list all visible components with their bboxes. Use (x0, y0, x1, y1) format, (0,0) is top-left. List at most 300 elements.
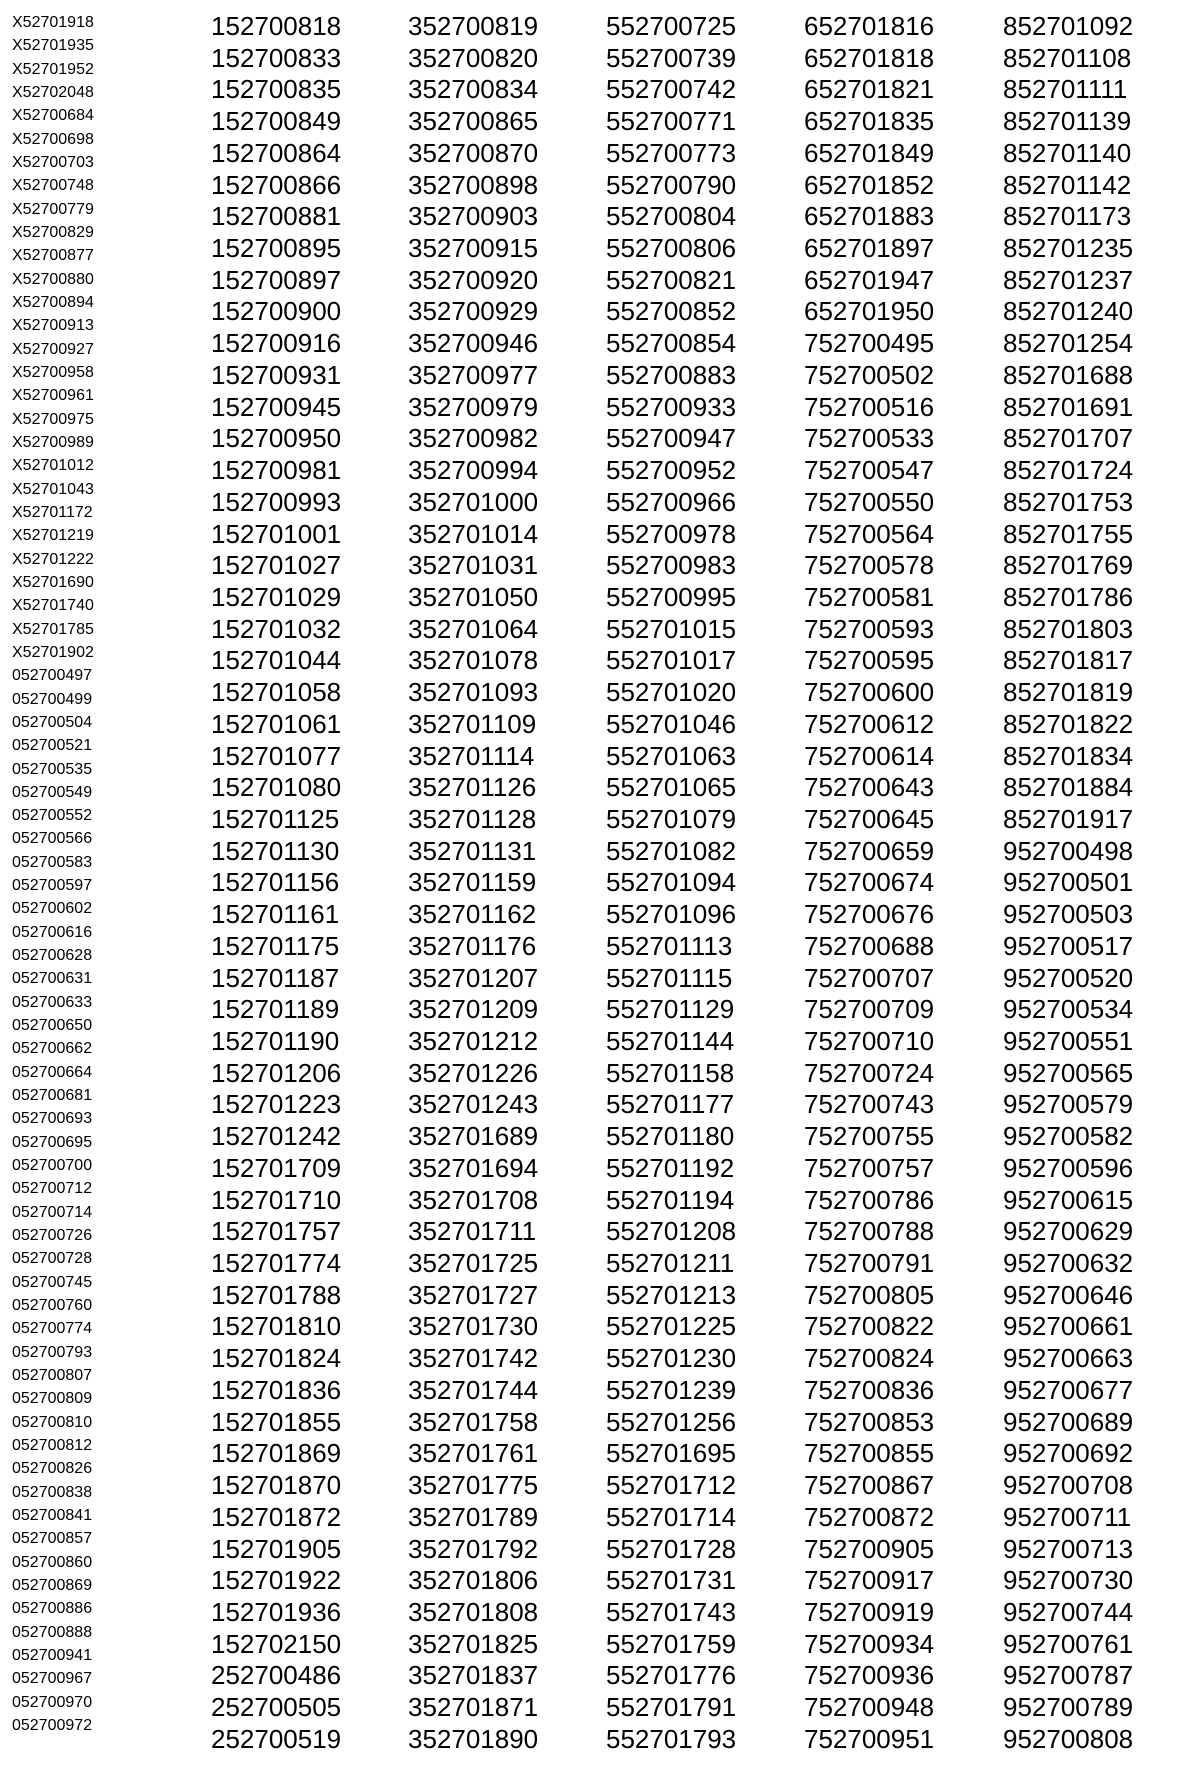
small-number-cell: 052700886 (12, 1600, 93, 1618)
number-cell: 552701115 (606, 962, 733, 993)
number-cell: 352700898 (408, 169, 539, 200)
small-number-cell: X52701952 (12, 60, 94, 78)
number-cell: 552700806 (606, 233, 737, 264)
number-cell: 752700788 (804, 1216, 935, 1247)
number-cell: 352701243 (408, 1089, 539, 1120)
number-cell: 352700819 (408, 11, 539, 41)
number-cell: 852701707 (1003, 423, 1134, 454)
number-cell: 752700822 (804, 1311, 935, 1342)
number-cell: 352701126 (408, 772, 537, 803)
number-cell: 152701872 (211, 1501, 342, 1532)
small-number-cell: X52700880 (12, 270, 94, 288)
small-number-cell: X52701043 (12, 480, 94, 498)
number-cell: 752700948 (804, 1692, 935, 1723)
number-cell: 552701791 (606, 1692, 737, 1723)
number-cell: 152700931 (211, 359, 342, 390)
number-cell: 352701207 (408, 962, 539, 993)
number-cell: 152701936 (211, 1596, 342, 1627)
small-number-cell: X52701012 (12, 457, 94, 475)
small-number-cell: 052700774 (12, 1320, 93, 1338)
number-cell: 552701158 (606, 1057, 735, 1088)
number-cell: 352701093 (408, 677, 539, 708)
number-cell: 852701755 (1003, 518, 1134, 549)
small-number-cell: X52701219 (12, 527, 94, 545)
small-number-cell: X52701172 (12, 503, 93, 521)
small-number-cell: 052700504 (12, 713, 93, 731)
small-number-cell: X52700894 (12, 293, 94, 311)
number-cell: 752700917 (804, 1565, 935, 1596)
small-number-cell: X52701740 (12, 597, 94, 615)
number-cell: 752700805 (804, 1279, 935, 1310)
number-cell: 952700646 (1003, 1279, 1134, 1310)
number-cell: 352701758 (408, 1406, 539, 1437)
number-cell: 852701108 (1003, 42, 1132, 73)
number-column-1 (211, 11, 341, 1756)
number-cell: 152701130 (211, 835, 340, 866)
number-cell: 752700516 (804, 391, 935, 422)
small-number-cell: 052700662 (12, 1040, 93, 1058)
small-number-cell: 052700970 (12, 1693, 93, 1711)
number-cell: 152701001 (211, 518, 342, 549)
number-cell: 352701725 (408, 1248, 539, 1279)
number-cell: 552700852 (606, 296, 737, 327)
number-cell: 952700501 (1003, 867, 1134, 898)
number-cell: 552700773 (606, 137, 737, 168)
number-cell: 552701776 (606, 1660, 737, 1691)
number-cell: 352701775 (408, 1470, 539, 1501)
number-cell: 152702150 (211, 1628, 342, 1659)
number-cell: 352701730 (408, 1311, 539, 1342)
small-number-cell: 052700602 (12, 900, 93, 918)
number-cell: 852701834 (1003, 740, 1134, 771)
number-cell: 852701724 (1003, 455, 1134, 486)
number-cell: 352701128 (408, 803, 537, 834)
number-cell: 152701836 (211, 1374, 342, 1405)
small-number-cell: 052700826 (12, 1460, 93, 1478)
number-cell: 352701162 (408, 899, 537, 930)
number-cell: 752700495 (804, 328, 935, 359)
number-cell: 752700919 (804, 1596, 935, 1627)
number-cell: 152701710 (211, 1184, 342, 1215)
number-cell: 552701194 (606, 1184, 735, 1215)
number-cell: 352700870 (408, 137, 539, 168)
number-cell: 552700966 (606, 486, 737, 517)
number-cell: 552701079 (606, 803, 737, 834)
number-cell: 752700550 (804, 486, 935, 517)
number-cell: 752700578 (804, 550, 935, 581)
number-cell: 352701064 (408, 613, 539, 644)
number-cell: 952700534 (1003, 994, 1134, 1025)
number-cell: 552701113 (606, 930, 733, 961)
number-cell: 152701855 (211, 1406, 342, 1437)
number-cell: 352701226 (408, 1057, 539, 1088)
number-cell: 852701822 (1003, 708, 1134, 739)
number-cell: 552701759 (606, 1628, 737, 1659)
number-cell: 752700612 (804, 708, 935, 739)
number-cell: 552701015 (606, 613, 737, 644)
number-cell: 152700835 (211, 74, 342, 105)
number-cell: 552700933 (606, 391, 737, 422)
small-number-cell: 052700941 (12, 1646, 93, 1664)
small-number-cell: X52701785 (12, 620, 94, 638)
number-cell: 852701142 (1003, 169, 1132, 200)
number-cell: 952700711 (1003, 1501, 1132, 1532)
number-cell: 552701082 (606, 835, 737, 866)
number-cell: 152700818 (211, 11, 342, 41)
number-cell: 352700903 (408, 201, 539, 232)
number-cell: 152701077 (211, 740, 342, 771)
number-cell: 752700755 (804, 1121, 935, 1152)
number-cell: 552700804 (606, 201, 737, 232)
small-number-cell: X52700958 (12, 363, 94, 381)
number-cell: 752700707 (804, 962, 935, 993)
number-cell: 752700709 (804, 994, 935, 1025)
small-number-cell: X52700748 (12, 177, 94, 195)
number-cell: 152701824 (211, 1343, 342, 1374)
number-column-2 (408, 11, 538, 1756)
small-number-cell: X52701690 (12, 573, 94, 591)
small-number-cell: 052700695 (12, 1133, 93, 1151)
number-cell: 552701192 (606, 1152, 735, 1183)
number-cell: 852701235 (1003, 233, 1134, 264)
number-cell: 552700947 (606, 423, 737, 454)
number-cell: 152701709 (211, 1152, 342, 1183)
number-cell: 152700866 (211, 169, 342, 200)
number-cell: 352700977 (408, 359, 539, 390)
small-number-cell: 052700793 (12, 1343, 93, 1361)
number-cell: 952700565 (1003, 1057, 1134, 1088)
number-cell: 752700533 (804, 423, 935, 454)
small-number-cell: 052700812 (12, 1437, 93, 1455)
small-number-cell: 052700807 (12, 1367, 93, 1385)
number-cell: 952700761 (1003, 1628, 1134, 1659)
number-cell: 152701242 (211, 1121, 342, 1152)
number-cell: 152701061 (211, 708, 342, 739)
number-cell: 152701189 (211, 994, 340, 1025)
small-number-cell: 052700728 (12, 1250, 93, 1268)
number-cell: 952700629 (1003, 1216, 1134, 1247)
number-cell: 552700995 (606, 581, 737, 612)
number-cell: 352701694 (408, 1152, 539, 1183)
number-cell: 752700724 (804, 1057, 935, 1088)
number-cell: 752700645 (804, 803, 935, 834)
number-cell: 852701254 (1003, 328, 1134, 359)
number-cell: 352701689 (408, 1121, 539, 1152)
small-number-cell: 052700631 (12, 970, 93, 988)
number-cell: 352701078 (408, 645, 539, 676)
number-cell: 552700821 (606, 264, 737, 295)
number-cell: 752700855 (804, 1438, 935, 1469)
number-cell: 752700934 (804, 1628, 935, 1659)
number-cell: 752700643 (804, 772, 935, 803)
number-cell: 652701950 (804, 296, 935, 327)
number-cell: 552701096 (606, 899, 737, 930)
number-cell: 352700979 (408, 391, 539, 422)
small-number-cell: 052700972 (12, 1716, 93, 1734)
number-cell: 152701032 (211, 613, 342, 644)
number-cell: 952700579 (1003, 1089, 1134, 1120)
small-number-cell: 052700700 (12, 1157, 93, 1175)
number-cell: 552700978 (606, 518, 737, 549)
small-number-cell: 052700726 (12, 1227, 93, 1245)
small-number-cell: 052700650 (12, 1017, 93, 1035)
small-number-cell: X52700829 (12, 223, 94, 241)
number-cell: 152700833 (211, 42, 342, 73)
number-cell: 852701803 (1003, 613, 1134, 644)
number-cell: 852701817 (1003, 645, 1134, 676)
small-number-cell: 052700566 (12, 830, 93, 848)
small-number-cell: X52701902 (12, 643, 94, 661)
number-column-5 (1003, 11, 1133, 1756)
number-cell: 952700615 (1003, 1184, 1134, 1215)
number-cell: 352701806 (408, 1565, 539, 1596)
number-cell: 352700865 (408, 106, 539, 137)
number-cell: 152701044 (211, 645, 342, 676)
number-cell: 552700883 (606, 359, 737, 390)
number-cell: 752700757 (804, 1152, 935, 1183)
number-cell: 552700790 (606, 169, 737, 200)
number-cell: 352700920 (408, 264, 539, 295)
number-cell: 952700517 (1003, 930, 1134, 961)
number-cell: 552700725 (606, 11, 737, 41)
number-cell: 752700600 (804, 677, 935, 708)
number-cell: 552701063 (606, 740, 737, 771)
number-cell: 752700674 (804, 867, 935, 898)
number-cell: 152701223 (211, 1089, 342, 1120)
number-cell: 352701837 (408, 1660, 539, 1691)
number-cell: 152701206 (211, 1057, 342, 1088)
small-number-cell: 052700860 (12, 1553, 93, 1571)
number-cell: 752700676 (804, 899, 935, 930)
number-cell: 352701014 (408, 518, 539, 549)
small-number-cell: 052700841 (12, 1507, 93, 1524)
number-cell: 152701027 (211, 550, 342, 581)
number-cell: 852701111 (1003, 74, 1128, 105)
number-cell: 752700581 (804, 581, 935, 612)
number-cell: 752700867 (804, 1470, 935, 1501)
number-cell: 152701175 (211, 930, 340, 961)
number-cell: 752700743 (804, 1089, 935, 1120)
number-cell: 752700951 (804, 1723, 935, 1754)
number-cell: 852701819 (1003, 677, 1134, 708)
small-number-cell: 052700628 (12, 947, 93, 965)
number-cell: 852701139 (1003, 106, 1132, 137)
number-cell: 952700582 (1003, 1121, 1134, 1152)
small-number-cell: 052700712 (12, 1180, 93, 1198)
number-cell: 752700593 (804, 613, 935, 644)
number-cell: 352701792 (408, 1533, 539, 1564)
number-cell: 952700744 (1003, 1596, 1134, 1627)
number-cell: 752700786 (804, 1184, 935, 1215)
number-cell: 552701731 (606, 1565, 737, 1596)
number-cell: 152700981 (211, 455, 342, 486)
number-cell: 652701897 (804, 233, 935, 264)
number-cell: 552701065 (606, 772, 737, 803)
number-cell: 152701190 (211, 1026, 340, 1056)
number-cell: 352701871 (408, 1692, 539, 1723)
number-cell: 552700952 (606, 455, 737, 486)
number-cell: 952700787 (1003, 1660, 1134, 1691)
small-number-column (12, 11, 152, 1737)
number-cell: 752700710 (804, 1026, 935, 1056)
number-cell: 152701125 (211, 803, 340, 834)
number-cell: 152701187 (211, 962, 340, 993)
number-cell: 352701212 (408, 1026, 539, 1056)
small-number-cell: X52700877 (12, 247, 94, 265)
small-number-cell: 052700552 (12, 807, 93, 825)
number-cell: 552701020 (606, 677, 737, 708)
number-cell: 852701092 (1003, 11, 1134, 41)
number-cell: 652701849 (804, 137, 935, 168)
number-cell: 552700742 (606, 74, 737, 105)
number-cell: 852701884 (1003, 772, 1134, 803)
number-cell: 352700994 (408, 455, 539, 486)
number-cell: 752700791 (804, 1248, 935, 1279)
number-cell: 952700677 (1003, 1374, 1134, 1405)
number-cell: 352701761 (408, 1438, 539, 1469)
number-cell: 552701695 (606, 1438, 737, 1469)
number-cell: 852701769 (1003, 550, 1134, 581)
number-cell: 352701114 (408, 740, 535, 771)
number-cell: 652701818 (804, 42, 935, 73)
number-cell: 652701947 (804, 264, 935, 295)
number-cell: 952700661 (1003, 1311, 1134, 1342)
number-cell: 352701050 (408, 581, 539, 612)
small-number-cell: X52700989 (12, 433, 94, 451)
small-number-cell: 052700888 (12, 1623, 93, 1641)
number-cell: 952700789 (1003, 1692, 1134, 1723)
number-cell: 152700897 (211, 264, 342, 295)
number-cell: 152701922 (211, 1565, 342, 1596)
number-cell: 552700771 (606, 106, 737, 137)
number-cell: 152701029 (211, 581, 342, 612)
number-cell: 752700688 (804, 930, 935, 961)
number-cell: 352701890 (408, 1723, 539, 1754)
number-cell: 752700872 (804, 1501, 935, 1532)
number-cell: 152701870 (211, 1470, 342, 1501)
number-cell: 652701835 (804, 106, 935, 137)
number-cell: 152701080 (211, 772, 342, 803)
number-cell: 152700916 (211, 328, 342, 359)
number-cell: 352700834 (408, 74, 539, 105)
number-cell: 952700632 (1003, 1248, 1134, 1279)
number-cell: 352701159 (408, 867, 537, 898)
number-cell: 752700853 (804, 1406, 935, 1437)
number-cell: 552701714 (606, 1501, 737, 1532)
number-cell: 152700849 (211, 106, 342, 137)
number-cell: 952700551 (1003, 1026, 1134, 1056)
number-cell: 552701743 (606, 1596, 737, 1627)
number-cell: 352701176 (408, 930, 537, 961)
small-number-cell: 052700967 (12, 1670, 93, 1688)
small-number-cell: 052700869 (12, 1576, 93, 1594)
small-number-cell: 052700521 (12, 737, 93, 755)
number-cell: 152701058 (211, 677, 342, 708)
number-cell: 352700982 (408, 423, 539, 454)
number-cell: 952700730 (1003, 1565, 1134, 1596)
number-cell: 152701905 (211, 1533, 342, 1564)
number-cell: 752700659 (804, 835, 935, 866)
number-cell: 152700864 (211, 137, 342, 168)
number-cell: 352701744 (408, 1374, 539, 1405)
number-cell: 352701708 (408, 1184, 539, 1215)
number-cell: 352701711 (408, 1216, 537, 1247)
number-cell: 152700881 (211, 201, 342, 232)
small-number-cell: X52701918 (12, 14, 94, 31)
number-cell: 852701140 (1003, 137, 1132, 168)
number-cell: 652701816 (804, 11, 935, 41)
number-cell: 552701129 (606, 994, 735, 1025)
number-cell: 552700739 (606, 42, 737, 73)
number-cell: 552701208 (606, 1216, 737, 1247)
number-cell: 752700936 (804, 1660, 935, 1691)
number-cell: 952700713 (1003, 1533, 1134, 1564)
number-cell: 952700692 (1003, 1438, 1134, 1469)
number-cell: 352700820 (408, 42, 539, 73)
number-cell: 552701046 (606, 708, 737, 739)
number-cell: 852701240 (1003, 296, 1134, 327)
number-cell: 952700498 (1003, 835, 1134, 866)
small-number-cell: 052700499 (12, 690, 93, 708)
number-cell: 652701883 (804, 201, 935, 232)
small-number-cell: 052700838 (12, 1483, 93, 1501)
number-cell: 552701211 (606, 1248, 735, 1279)
number-cell: 552701728 (606, 1533, 737, 1564)
number-cell: 552701017 (606, 645, 737, 676)
number-cell: 152700900 (211, 296, 342, 327)
number-cell: 252700486 (211, 1660, 342, 1691)
number-cell: 852701917 (1003, 803, 1134, 834)
small-number-cell: 052700616 (12, 923, 93, 941)
number-cell: 352701789 (408, 1501, 539, 1532)
small-number-cell: 052700760 (12, 1297, 93, 1315)
number-cell: 152701869 (211, 1438, 342, 1469)
number-cell: 352701727 (408, 1279, 539, 1310)
number-cell: 552701225 (606, 1311, 737, 1342)
small-number-cell: 052700633 (12, 993, 93, 1011)
number-cell: 552701177 (606, 1089, 735, 1120)
small-number-cell: X52700975 (12, 410, 94, 428)
number-cell: 952700708 (1003, 1470, 1134, 1501)
number-cell: 252700519 (211, 1723, 342, 1754)
number-cell: 152700993 (211, 486, 342, 517)
number-cell: 752700502 (804, 359, 935, 390)
number-column-4 (804, 11, 934, 1756)
number-cell: 152701774 (211, 1248, 342, 1279)
small-number-cell: 052700681 (12, 1087, 93, 1105)
small-number-cell: 052700583 (12, 853, 93, 871)
number-cell: 952700689 (1003, 1406, 1134, 1437)
number-cell: 552701793 (606, 1723, 737, 1754)
number-cell: 152700945 (211, 391, 342, 422)
number-cell: 752700547 (804, 455, 935, 486)
number-cell: 552701144 (606, 1026, 735, 1056)
number-cell: 152701810 (211, 1311, 342, 1342)
number-cell: 652701852 (804, 169, 935, 200)
number-cell: 752700564 (804, 518, 935, 549)
number-cell: 152701757 (211, 1216, 342, 1247)
small-number-cell: 052700693 (12, 1110, 93, 1128)
small-number-cell: 052700745 (12, 1273, 93, 1291)
number-cell: 352701209 (408, 994, 539, 1025)
number-cell: 952700808 (1003, 1723, 1134, 1754)
small-number-cell: 052700597 (12, 877, 93, 895)
small-number-cell: X52700703 (12, 153, 94, 171)
small-number-cell: X52700779 (12, 200, 94, 218)
number-cell: 752700595 (804, 645, 935, 676)
number-cell: 152701161 (211, 899, 340, 930)
small-number-cell: X52700698 (12, 130, 94, 148)
